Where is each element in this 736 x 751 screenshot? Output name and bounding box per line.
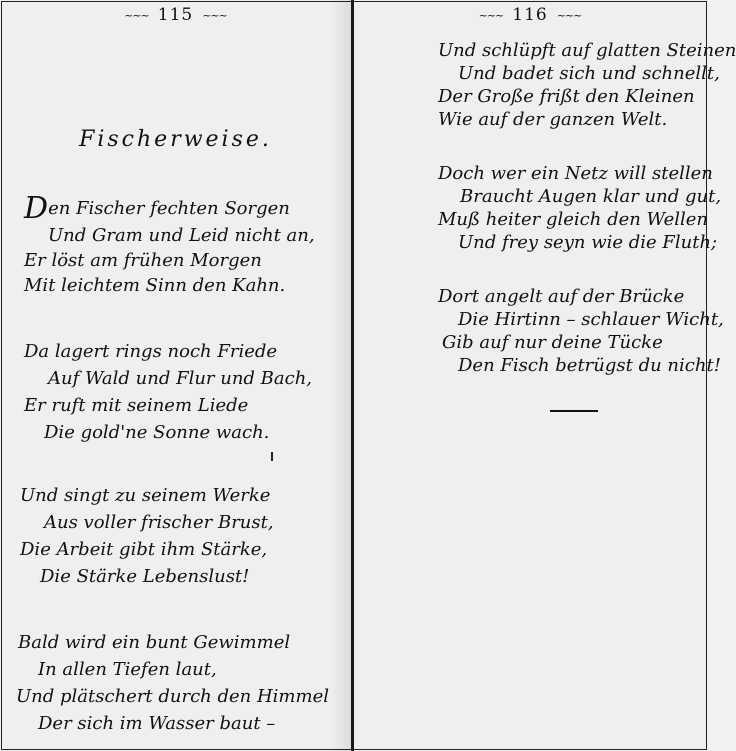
poem-line: Wie auf der ganzen Welt. bbox=[438, 109, 668, 130]
left-page bbox=[0, 0, 351, 751]
gutter-shadow bbox=[330, 0, 351, 751]
poem-line: Der Große frißt den Kleinen bbox=[438, 86, 695, 107]
right-page-number-text: 116 bbox=[512, 5, 548, 25]
poem-line: Dort angelt auf der Brücke bbox=[438, 286, 685, 307]
poem-line: Auf Wald und Flur und Bach, bbox=[48, 368, 313, 389]
poem-line: Die Hirtinn – schlauer Wicht, bbox=[458, 309, 724, 330]
ornament-icon: ~~~ bbox=[124, 9, 149, 22]
left-page-number bbox=[0, 5, 351, 25]
poem-line: Und frey seyn wie die Fluth; bbox=[458, 232, 718, 253]
ornament-icon: ~~~ bbox=[556, 9, 582, 22]
poem-line: Da lagert rings noch Friede bbox=[24, 341, 278, 362]
poem-line: In allen Tiefen laut, bbox=[38, 659, 217, 680]
poem-line: Die Arbeit gibt ihm Stärke, bbox=[20, 539, 268, 560]
poem-line: Braucht Augen klar und gut, bbox=[460, 186, 722, 207]
poem-line: Doch wer ein Netz will stellen bbox=[438, 163, 713, 184]
poem-line: Und schlüpft auf glatten Steinen bbox=[438, 40, 736, 61]
poem-line: Und plätschert durch den Himmel bbox=[16, 686, 329, 707]
poem-line: Und badet sich und schnellt, bbox=[458, 63, 720, 84]
poem-line: Aus voller frischer Brust, bbox=[44, 512, 274, 533]
right-page bbox=[354, 0, 736, 751]
margin-mark bbox=[271, 452, 273, 461]
poem-line: Er löst am frühen Morgen bbox=[24, 250, 262, 271]
poem-line: Der sich im Wasser baut – bbox=[38, 713, 276, 734]
poem-line: Und Gram und Leid nicht an, bbox=[48, 225, 315, 246]
drop-cap: D bbox=[24, 191, 49, 226]
poem-line: Mit leichtem Sinn den Kahn. bbox=[24, 275, 286, 296]
poem-line bbox=[24, 191, 290, 226]
poem-title: Fischerweise. bbox=[79, 127, 272, 152]
right-page-number bbox=[354, 5, 706, 25]
poem-line: Den Fisch betrügst du nicht! bbox=[458, 355, 721, 376]
poem-line: Die gold'ne Sonne wach. bbox=[44, 422, 270, 443]
poem-line: Bald wird ein bunt Gewimmel bbox=[18, 632, 291, 653]
ornament-icon: ~~~ bbox=[478, 9, 504, 22]
poem-line: Die Stärke Lebenslust! bbox=[40, 566, 250, 587]
poem-line: Muß heiter gleich den Wellen bbox=[438, 209, 708, 230]
left-page-number-text: 115 bbox=[157, 5, 194, 25]
poem-line: Und singt zu seinem Werke bbox=[20, 485, 271, 506]
poem-line: Gib auf nur deine Tücke bbox=[442, 332, 663, 353]
ornament-icon: ~~~ bbox=[202, 9, 227, 22]
end-rule bbox=[550, 410, 598, 412]
poem-line-rest: en Fischer fechten Sorgen bbox=[48, 198, 290, 219]
poem-line: Er ruft mit seinem Liede bbox=[24, 395, 249, 416]
